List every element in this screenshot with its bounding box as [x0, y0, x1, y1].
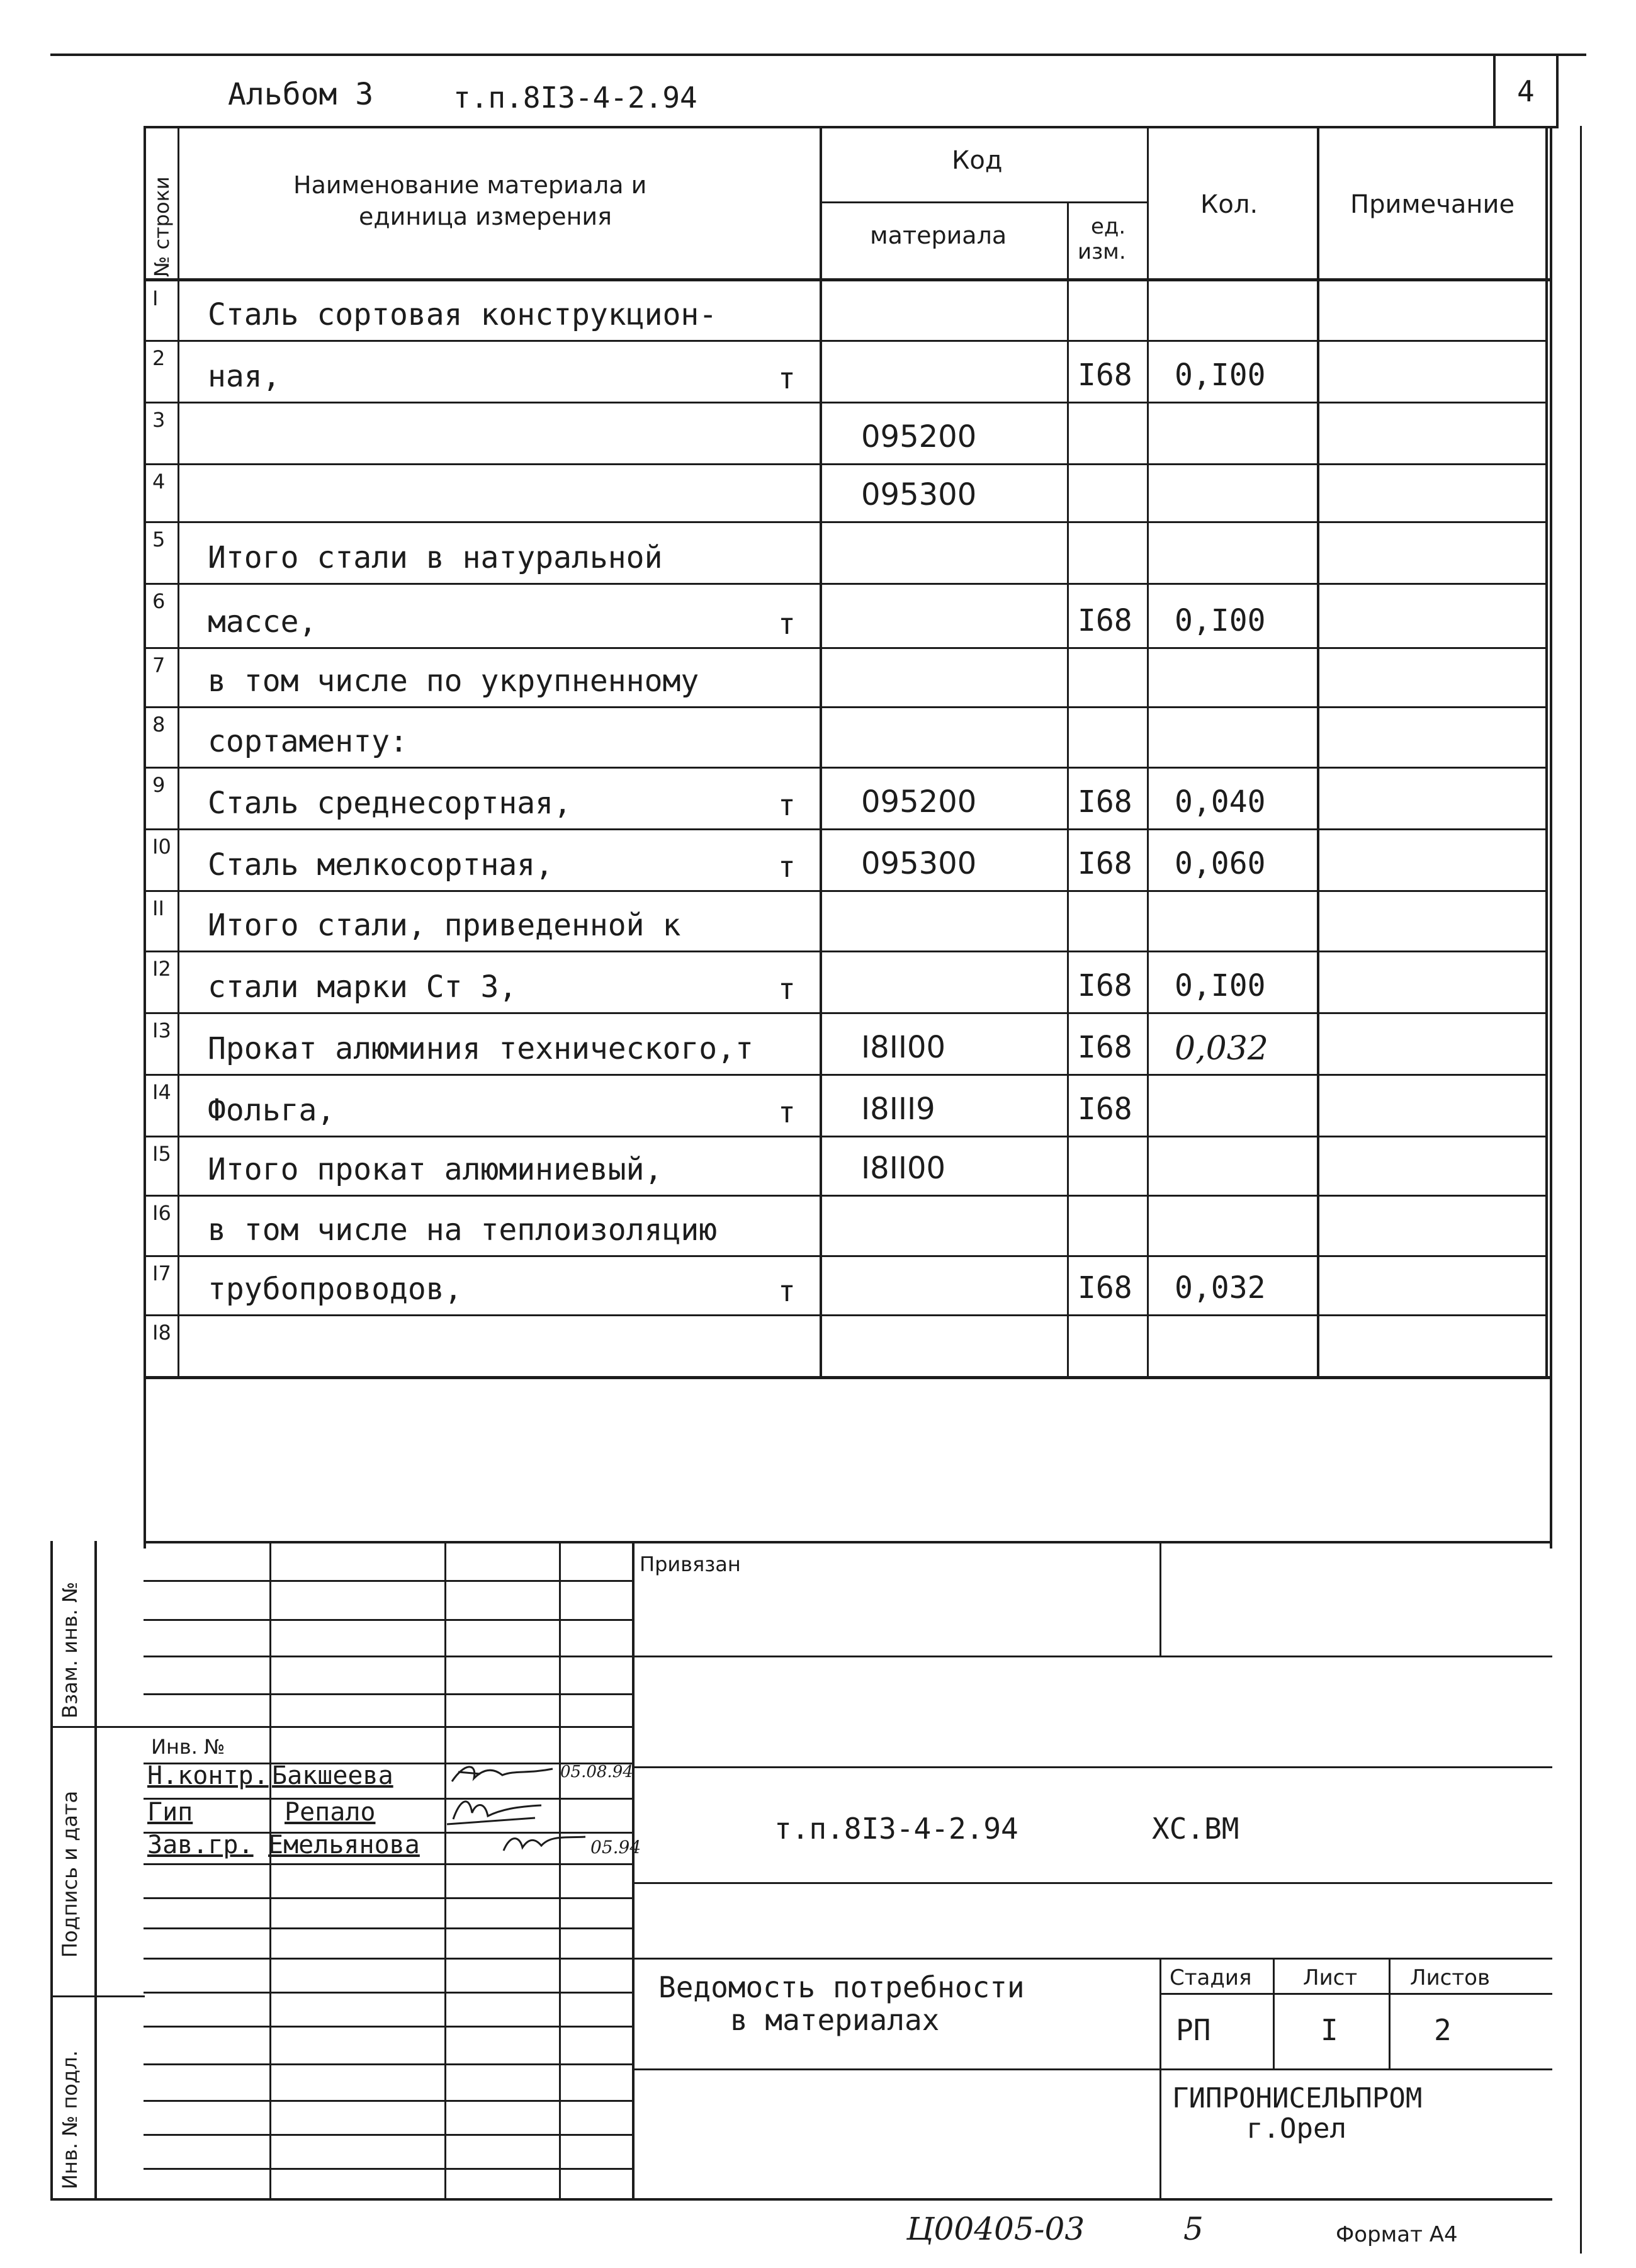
side-label-vzam: Взам. инв. №	[58, 1581, 82, 1718]
row-number: 2	[152, 346, 166, 370]
row-unit-letter: т	[778, 788, 796, 822]
row-unit-code: I68	[1078, 1270, 1132, 1306]
table-row	[0, 341, 1636, 403]
stamp-right-line-5	[632, 2068, 1552, 2070]
table-row	[0, 584, 1636, 648]
page-number-box-right	[1556, 54, 1559, 128]
org-city: г.Орел	[1246, 2113, 1346, 2145]
row-number: 6	[152, 589, 166, 613]
header-doc-code: т.п.8I3-4-2.94	[453, 81, 697, 115]
row-quantity: 0,060	[1175, 846, 1266, 881]
sheet-label: Лист	[1303, 1965, 1358, 1990]
row-unit-letter: т	[778, 850, 796, 884]
row-number: I7	[152, 1261, 171, 1285]
doc-title-line-1: Ведомость потребности	[658, 1970, 1025, 2004]
stage-col-divider	[1273, 1958, 1275, 2068]
sig-role-3: Зав.гр.	[147, 1831, 254, 1859]
row-number: II	[152, 896, 164, 920]
row-name: Сталь среднесортная,	[208, 786, 572, 821]
doc-title-line-2: в материалах	[730, 2003, 940, 2037]
row-name: стали марки Ст 3,	[208, 969, 517, 1005]
top-rule	[50, 54, 1586, 56]
stamp-grid-line	[144, 1580, 633, 1582]
row-unit-letter: т	[778, 607, 796, 641]
row-material-code: 095300	[861, 477, 977, 512]
side-divider-1	[50, 1726, 145, 1728]
stamp-grid-line	[144, 1656, 633, 1657]
stamp-right-line-2	[632, 1766, 1552, 1768]
table-row	[0, 768, 1636, 830]
stamp-grid-line	[144, 2063, 633, 2065]
row-name: Итого прокат алюминиевый,	[208, 1152, 663, 1187]
row-unit-code: I68	[1078, 846, 1132, 881]
right-margin-line	[1580, 126, 1582, 2254]
row-number: I2	[152, 957, 171, 981]
privyazan-divider	[1159, 1541, 1161, 1657]
sheets-label: Листов	[1410, 1965, 1491, 1990]
col-note-header: Примечание	[1350, 190, 1515, 219]
stamp-grid-line	[144, 1897, 633, 1899]
stamp-bottom	[50, 2198, 1552, 2201]
row-name: трубопроводов,	[208, 1272, 463, 1307]
row-unit-letter: т	[778, 361, 796, 395]
col-name-header-1: Наименование материала и	[293, 171, 647, 199]
col-qty-header: Кол.	[1200, 190, 1258, 219]
row-unit-code: I68	[1078, 603, 1132, 638]
stamp-grid-line	[144, 1726, 633, 1728]
table-row	[0, 1256, 1636, 1316]
row-unit-code: I68	[1078, 358, 1132, 393]
signature-3	[497, 1825, 592, 1861]
stamp-grid-line	[144, 1619, 633, 1621]
row-number: I5	[152, 1142, 171, 1166]
row-number: I0	[152, 835, 171, 859]
stamp-grid-line	[144, 1927, 633, 1929]
sig-date-3: 05.94	[590, 1837, 641, 1858]
table-row	[0, 1316, 1636, 1376]
archive-number: Ц00405-03	[906, 2211, 1085, 2247]
row-material-code: 095300	[861, 846, 977, 881]
page-number: 4	[1517, 74, 1535, 108]
row-number: 4	[152, 470, 166, 494]
row-quantity: 0,040	[1175, 784, 1266, 820]
row-number: I8	[152, 1321, 171, 1345]
stamp-grid-line	[144, 2026, 633, 2028]
stamp-doc-mark: ХС.ВМ	[1152, 1812, 1239, 1846]
stamp-grid-line	[144, 1863, 633, 1865]
stamp-top	[144, 1541, 1552, 1543]
table-row	[0, 281, 1636, 341]
row-name: массе,	[208, 604, 317, 640]
sig-role-2: Гип	[147, 1798, 193, 1827]
row-unit-letter: т	[778, 1274, 796, 1308]
sig-name-3: Емельянова	[268, 1831, 420, 1859]
table-row	[0, 952, 1636, 1013]
table-row	[0, 1196, 1636, 1256]
row-number: 3	[152, 408, 166, 432]
row-material-code: I8II00	[861, 1151, 946, 1186]
stage-label-line	[1159, 1993, 1552, 1995]
page-number-box	[1493, 54, 1496, 128]
row-name: сортаменту:	[208, 724, 408, 759]
row-name: Сталь сортовая конструкцион-	[208, 297, 718, 332]
stamp-right-line-1	[632, 1656, 1552, 1657]
row-unit-code: I68	[1078, 784, 1132, 820]
row-material-code: 095200	[861, 419, 977, 454]
row-quantity: 0,032	[1175, 1270, 1266, 1306]
table-row	[0, 465, 1636, 522]
stamp-right-line-3	[632, 1882, 1552, 1884]
stamp-grid-line	[144, 2100, 633, 2102]
sheet-value: I	[1321, 2013, 1338, 2047]
row-name: Итого стали, приведенной к	[208, 908, 681, 943]
col-name-header-2: единица измерения	[359, 203, 612, 230]
row-number: 9	[152, 773, 166, 797]
stamp-grid-line	[144, 1958, 633, 1960]
org-name: ГИПРОНИСЕЛЬПРОМ	[1172, 2082, 1423, 2114]
row-number: I4	[152, 1080, 171, 1104]
sig-role-1: Н.контр.	[147, 1761, 269, 1790]
row-number: I	[152, 286, 159, 310]
stamp-doc-code: т.п.8I3-4-2.94	[774, 1812, 1018, 1846]
table-row	[0, 1075, 1636, 1137]
stage-label: Стадия	[1170, 1965, 1252, 1990]
stamp-grid-line	[144, 1992, 633, 1994]
sig-name-2: Репало	[285, 1798, 376, 1827]
row-quantity: 0,I00	[1175, 603, 1266, 638]
stamp-right-line-4	[632, 1958, 1552, 1960]
row-number: I6	[152, 1201, 171, 1225]
table-row	[0, 1137, 1636, 1196]
row-unit-code: I68	[1078, 968, 1132, 1003]
row-name: Прокат алюминия технического,т	[208, 1031, 753, 1066]
row-unit-letter: т	[778, 1095, 796, 1129]
row-name: в том числе по укрупненному	[208, 663, 699, 699]
row-name: Итого стали в натуральной	[208, 540, 663, 575]
sig-date-1: 05.08.94	[560, 1763, 633, 1781]
row-material-code: 095200	[861, 784, 977, 820]
table-row	[0, 830, 1636, 891]
side-divider-2	[50, 1995, 145, 1997]
album-label: Альбом 3	[228, 77, 374, 112]
table-top	[144, 126, 1559, 128]
inv-no-label: Инв. №	[151, 1735, 225, 1759]
sheets-value: 2	[1434, 2013, 1452, 2047]
side-strip-right	[94, 1541, 97, 2201]
col-unit-header-1: ед.	[1091, 214, 1126, 239]
side-label-podpis: Подпись и дата	[58, 1790, 82, 1958]
table-bottom	[144, 1376, 1550, 1379]
row-number: 8	[152, 713, 166, 736]
row-material-code: I8II00	[861, 1030, 946, 1065]
table-row	[0, 403, 1636, 465]
table-row	[0, 891, 1636, 952]
row-name: в том числе на теплоизоляцию	[208, 1212, 718, 1248]
sig-name-1: Бакшеева	[272, 1761, 393, 1790]
row-number: 5	[152, 528, 166, 551]
row-quantity: 0,I00	[1175, 968, 1266, 1003]
row-name: Сталь мелкосортная,	[208, 847, 554, 883]
stamp-grid-line	[144, 1693, 633, 1695]
stamp-grid-line	[144, 2168, 633, 2170]
col-code-header: Код	[952, 146, 1003, 175]
table-row	[0, 522, 1636, 584]
col-material-header: материала	[870, 222, 1007, 249]
row-number: 7	[152, 653, 166, 677]
row-name: ная,	[208, 359, 281, 394]
row-material-code: I8III9	[861, 1092, 935, 1127]
row-number: I3	[152, 1018, 171, 1042]
row-unit-code: I68	[1078, 1030, 1132, 1065]
row-quantity: 0,I00	[1175, 358, 1266, 393]
row-quantity: 0,032	[1175, 1030, 1268, 1068]
row-name: Фольга,	[208, 1093, 336, 1128]
sheet-col-divider	[1389, 1958, 1391, 2068]
format-label: Формат А4	[1336, 2222, 1458, 2247]
side-label-inv: Инв. № подл.	[58, 2050, 82, 2189]
code-sub-line	[820, 201, 1147, 203]
row-unit-letter: т	[778, 972, 796, 1006]
side-strip-left	[50, 1541, 53, 2201]
row-num-header: № строки	[150, 176, 174, 277]
archive-page: 5	[1183, 2211, 1204, 2247]
signature-2	[441, 1788, 560, 1829]
table-row	[0, 1013, 1636, 1075]
stage-value: РП	[1176, 2013, 1211, 2047]
row-unit-code: I68	[1078, 1092, 1132, 1127]
privyazan-label: Привязан	[640, 1552, 741, 1576]
table-row	[0, 708, 1636, 768]
col-unit-header-2: изм.	[1078, 239, 1126, 264]
stamp-grid-line	[144, 2134, 633, 2136]
table-row	[0, 648, 1636, 708]
